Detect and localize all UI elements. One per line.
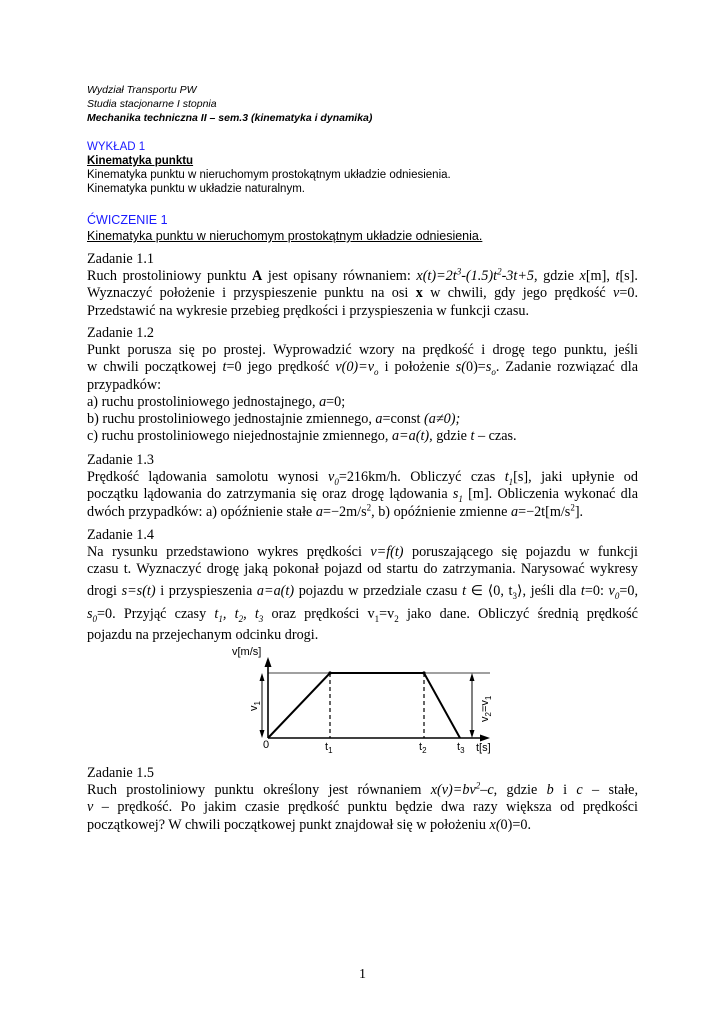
t3-tick-label: $t_3$ bbox=[457, 741, 465, 755]
z13-line-2: początku lądowania do zatrzymania się oraz drogę lądowania $s_1$ [m]. Obliczenia wykonać dla bbox=[87, 486, 638, 505]
z12-case-c: c) ruchu prostoliniowego niejednostajnie zmiennego, a=a(t), gdzie t – czas. bbox=[87, 428, 517, 445]
v1-label: $v_1$ bbox=[248, 701, 262, 711]
z11-title: Zadanie 1.1 bbox=[87, 251, 154, 267]
z11-line-1: Ruch prostoliniowy punktu A jest opisany równaniem: $x(t)=2t^3-(1.5)t^2-3t+5$, gdzie x[m], t[s]. bbox=[87, 266, 638, 285]
z13-line-3: dwóch przypadków: a) opóźnienie stałe $a=-2m/s^2$, b) opóźnienie zmienne $a=-2t[m/s^2]$. bbox=[87, 501, 584, 520]
z15-title: Zadanie 1.5 bbox=[87, 765, 154, 781]
z13-line-1: Prędkość lądowania samolotu wynosi $v_0=216km/h$. Obliczyć czas $t_1[s]$, jaki upłynie od bbox=[87, 469, 638, 488]
lecture-subtitle: Kinematyka punktu bbox=[87, 155, 194, 167]
z14-line-4: $s_0=0$. Przyjąć czasy $t_1$, $t_2$, $t_3$ oraz prędkości $v_1=v_2$ jako dane. Obliczyć średnią prędkość bbox=[87, 605, 638, 624]
header-course: Mechanika techniczna II – sem.3 (kinematyka i dynamika) bbox=[87, 112, 373, 124]
header-faculty: Wydział Transportu PW bbox=[87, 84, 197, 96]
z14-title: Zadanie 1.4 bbox=[87, 527, 154, 543]
z12-line-2: w chwili początkowej t=0 jego prędkość $v(0)=v_o$ i położenie $s(0)=s_o$. Zadanie rozwiązać dla bbox=[87, 359, 639, 378]
z15-block bbox=[87, 765, 638, 834]
velocity-curve bbox=[268, 673, 460, 738]
v1-dim-arrow-top bbox=[260, 673, 265, 681]
lecture-heading: WYKŁAD 1 bbox=[87, 141, 146, 153]
t2-tick-label: $t_2$ bbox=[419, 741, 427, 755]
z12-case-b: b) ruchu prostoliniowego jednostajnie zmiennego, a=const (a≠0); bbox=[87, 411, 461, 428]
z14-line-2: czasu t. Wyznaczyć drogę jaką pokonał pojazd od startu do zatrzymania. Narysować wykresy bbox=[87, 561, 638, 578]
v2-dim-arrow-top bbox=[470, 673, 475, 681]
curve-point-t2 bbox=[422, 671, 425, 674]
x-axis-arrow bbox=[480, 735, 490, 742]
y-axis-label: v[m/s] bbox=[232, 646, 262, 658]
v2-label: $v_2=v_1$ bbox=[479, 695, 493, 722]
z15-line-3: początkowej? W chwili początkowej punkt znajdował się w położeniu x(0)=0. bbox=[87, 816, 532, 833]
y-axis-arrow bbox=[265, 657, 272, 667]
z12-title: Zadanie 1.2 bbox=[87, 325, 154, 341]
lecture-topic-1: Kinematyka punktu w nieruchomym prostokątnym układzie odniesienia. bbox=[87, 169, 451, 181]
z12-case-a: a) ruchu prostoliniowego jednostajnego, a=0; bbox=[87, 393, 346, 410]
x-axis-label: t[s] bbox=[476, 742, 491, 754]
header-studies: Studia stacjonarne I stopnia bbox=[87, 98, 217, 110]
z14-line-3: drogi s=s(t) i przyspieszenia a=a(t) pojazdu w przedziale czasu t ∈ ⟨0, $t_3⟩$, jeśli dla t=0: $v_0=0$, bbox=[87, 582, 639, 601]
page-number: 1 bbox=[359, 967, 366, 982]
lecture-topic-2: Kinematyka punktu w układzie naturalnym. bbox=[87, 183, 305, 195]
z14-line-5: pojazdu na przejechanym odcinku drogi. bbox=[87, 627, 319, 644]
exercise-subtitle: Kinematyka punktu w nieruchomym prostokątnym układzie odniesienia. bbox=[87, 229, 483, 243]
z15-line-1: Ruch prostoliniowy punktu określony jest równaniem $x(v)=bv^2-c$, gdzie b i c – stałe, bbox=[87, 780, 638, 799]
v1-dim-arrow-bottom bbox=[260, 730, 265, 738]
z11-line-2: Wyznaczyć położenie i przyspieszenie punktu na osi x w chwili, gdy jego prędkość v=0. bbox=[87, 285, 638, 302]
z13-title: Zadanie 1.3 bbox=[87, 452, 154, 468]
z14-line-1: Na rysunku przedstawiono wykres prędkości v=f(t) poruszającego się pojazdu w funkcji bbox=[87, 544, 638, 561]
curve-point-t1 bbox=[328, 671, 331, 674]
z12-line-3: przypadków: bbox=[87, 376, 162, 393]
z15-line-2: v – prędkość. Po jakim czasie prędkość punktu będzie dwa razy większa od prędkości bbox=[87, 799, 638, 816]
origin-label: 0 bbox=[263, 739, 270, 751]
exercise-heading: ĆWICZENIE 1 bbox=[87, 213, 168, 227]
z12-line-1: Punkt porusza się po prostej. Wyprowadzić wzory na prędkość i drogę tego punktu, jeśli bbox=[87, 342, 638, 359]
t1-tick-label: $t_1$ bbox=[325, 741, 333, 755]
v2-dim-arrow-bottom bbox=[470, 730, 475, 738]
z11-line-3: Przedstawić na wykresie przebieg prędkości i przyspieszenia w funkcji czasu. bbox=[87, 302, 530, 319]
